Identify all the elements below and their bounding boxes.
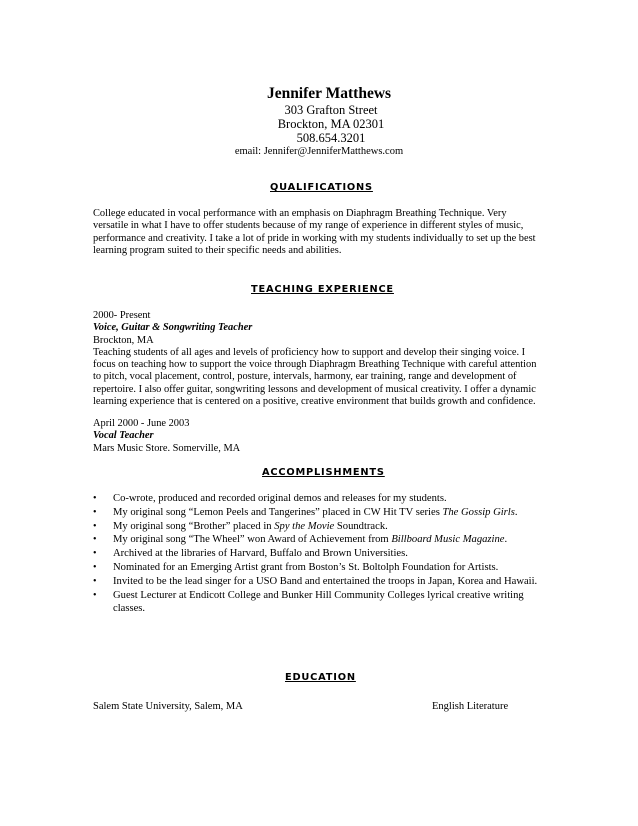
- job-description-line: learning experience that is centered on a positive, creative environment that builds growth and confidence.: [93, 396, 536, 408]
- job-entry-1: [93, 310, 553, 408]
- bullet-icon: •: [93, 506, 97, 518]
- field-of-study: English Literature: [432, 701, 509, 712]
- job-dates: 2000- Present: [93, 310, 151, 321]
- phone-number: 508.654.3201: [296, 131, 366, 145]
- bullet-icon: •: [93, 520, 97, 532]
- bullet-icon: •: [93, 548, 97, 560]
- accomplishments-list: [93, 492, 553, 616]
- qualifications-heading: QUALIFICATIONS: [270, 182, 373, 193]
- bullet-icon: •: [93, 575, 97, 587]
- qualifications-paragraph: [93, 208, 553, 257]
- job-dates: April 2000 - June 2003: [93, 418, 190, 429]
- list-item: • Invited to be the lead singer for a USO Band and entertained the troops in Japan, Korea and Hawaii.: [93, 575, 538, 587]
- bullet-icon: •: [93, 589, 97, 601]
- qualifications-line: College educated in vocal performance with an emphasis on Diaphragm Breathing Technique. Very: [93, 208, 507, 219]
- list-item: • Co-wrote, produced and recorded original demos and releases for my students.: [93, 493, 447, 504]
- list-item: • Archived at the libraries of Harvard, Buffalo and Brown Universities.: [93, 548, 408, 560]
- school-name: Salem State University, Salem, MA: [93, 701, 243, 712]
- job-description-line: Teaching students of all ages and levels of proficiency how to support and develop their singing voice. I: [93, 346, 526, 358]
- job-role: Vocal Teacher: [93, 430, 154, 442]
- job-description-line: repertoire. I also offer guitar, songwriting lessons and development of musical creativity. I offer a dynamic: [93, 383, 536, 395]
- job-location: Brockton, MA: [93, 334, 154, 346]
- job-description-line: focus on teaching how to support the voice through Diaphragm Breathing Technique with careful attention: [93, 359, 537, 371]
- street-address: 303 Grafton Street: [284, 103, 378, 117]
- applicant-name: Jennifer Matthews: [266, 85, 392, 102]
- education-heading: EDUCATION: [285, 672, 356, 683]
- list-item: • Nominated for an Emerging Artist grant from Boston’s St. Boltolph Foundation for Artists.: [93, 561, 499, 573]
- bullet-icon: •: [93, 534, 97, 546]
- job-location: Mars Music Store. Somerville, MA: [93, 442, 241, 454]
- resume-header: [0, 85, 638, 159]
- teaching-experience-heading: TEACHING EXPERIENCE: [251, 284, 394, 295]
- list-item: • My original song “Brother” placed in Spy the Movie Soundtrack.: [93, 520, 388, 532]
- list-item: • My original song “The Wheel” won Award of Achievement from Billboard Music Magazine.: [93, 534, 508, 546]
- qualifications-line: performance and creativity. I take a lot of pride in working with my students individually to set up the best: [93, 232, 536, 244]
- list-item: • My original song “Lemon Peels and Tangerines” placed in CW Hit TV series The Gossip Girls.: [93, 506, 518, 518]
- accomplishments-heading: ACCOMPLISHMENTS: [262, 467, 385, 478]
- job-entry-2: [93, 418, 553, 455]
- bullet-icon: •: [93, 493, 97, 504]
- email-address: email: Jennifer@JenniferMatthews.com: [234, 146, 404, 157]
- qualifications-line: learning program suited to their specific needs and abilities.: [93, 244, 342, 256]
- qualifications-line: versatile in what I have to offer students because of my range of experience in different styles of music,: [93, 220, 524, 232]
- bullet-icon: •: [93, 561, 97, 573]
- job-description-line: to pitch, vocal placement, control, posture, intervals, harmony, ear training, range and development of: [93, 371, 517, 383]
- list-item: • Guest Lecturer at Endicott College and Bunker Hill Community Colleges lyrical creative writing classes.: [93, 589, 524, 614]
- job-role: Voice, Guitar & Songwriting Teacher: [93, 322, 253, 334]
- city-state-zip: Brockton, MA 02301: [277, 117, 385, 131]
